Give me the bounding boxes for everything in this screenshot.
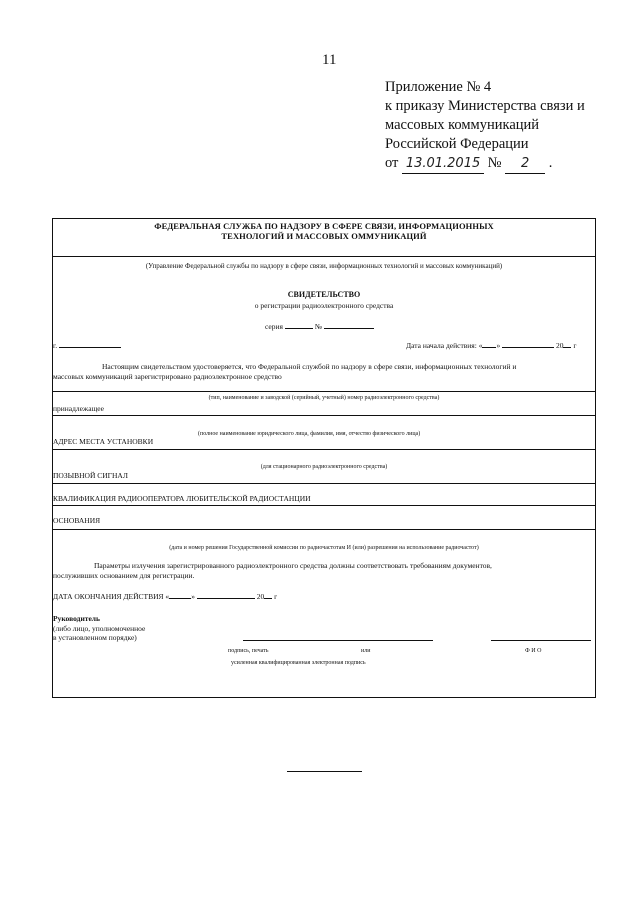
address-label: АДРЕС МЕСТА УСТАНОВКИ bbox=[53, 437, 154, 446]
appendix-line-3: массовых коммуникаций bbox=[385, 117, 540, 133]
certificate-subtitle: о регистрации радиоэлектронного средства bbox=[254, 301, 394, 310]
esign-caption: усиленная квалифицированная электронная подпись bbox=[231, 660, 366, 666]
qualification-line[interactable] bbox=[53, 505, 595, 506]
grounds-label: ОСНОВАНИЯ bbox=[53, 516, 101, 525]
stationary-caption: (для стационарного радиоэлектронного средства) bbox=[260, 464, 388, 470]
end-quote-close: » bbox=[191, 592, 195, 601]
appendix-header bbox=[385, 78, 585, 174]
from-label: от bbox=[385, 155, 399, 171]
city-line bbox=[53, 341, 121, 350]
owner-caption: (полное наименование юридического лица, фамилия, имя, отчество физического лица) bbox=[198, 431, 421, 437]
handwritten-date: 13.01.2015 bbox=[402, 154, 484, 174]
start-month-field[interactable] bbox=[502, 347, 554, 348]
callsign-label: ПОЗЫВНОЙ СИГНАЛ bbox=[53, 471, 128, 480]
fio-line[interactable] bbox=[491, 640, 591, 641]
belongs-label: принадлежащее bbox=[53, 404, 104, 413]
page-number: 11 bbox=[322, 52, 337, 68]
footer-rule bbox=[287, 771, 362, 772]
end-year-field[interactable] bbox=[264, 598, 272, 599]
start-year-prefix: 20 bbox=[555, 341, 564, 350]
sign-caption: подпись, печать bbox=[228, 648, 269, 654]
start-year-field[interactable] bbox=[563, 347, 571, 348]
start-day-field[interactable] bbox=[482, 347, 496, 348]
head-sub-1: (либо лицо, уполномоченное bbox=[53, 624, 146, 633]
end-date-line bbox=[53, 592, 277, 601]
department-caption: (Управление Федеральной службы по надзору в сфере связи, информационных технологий и массовых коммуникаций) bbox=[145, 262, 503, 270]
number-label: № bbox=[314, 322, 322, 331]
fio-caption: Ф И О bbox=[525, 648, 542, 654]
city-field[interactable] bbox=[59, 347, 121, 348]
quote-close: » bbox=[496, 341, 501, 350]
registration-certificate-form bbox=[52, 218, 596, 698]
owner-line[interactable] bbox=[53, 415, 595, 416]
header-line-2: ТЕХНОЛОГИЙ И МАССОВЫХ ОММУНИКАЦИЙ bbox=[221, 231, 427, 241]
decision-caption: (дата и номер решения Государственной комиссии по радиочастотам И (или) разрешения на использование радиочастот) bbox=[169, 545, 479, 551]
end-day-field[interactable] bbox=[169, 598, 191, 599]
appendix-date-line bbox=[385, 154, 585, 174]
grounds-line[interactable] bbox=[53, 529, 595, 530]
divider-header bbox=[53, 256, 595, 257]
appendix-line-1: Приложение № 4 bbox=[385, 79, 492, 95]
header-line-1: ФЕДЕРАЛЬНАЯ СЛУЖБА ПО НАДЗОРУ В СФЕРЕ СВЯЗИ, ИНФОРМАЦИОННЫХ bbox=[154, 221, 494, 231]
appendix-line-2: к приказу Министерства связи и bbox=[385, 98, 585, 114]
start-date-label: Дата начала действия: « bbox=[406, 341, 483, 350]
trailing-dot: . bbox=[548, 155, 553, 171]
params-line-1: Параметры излучения зарегистрированного радиоэлектронного средства должны соответствовать требованиям документов, bbox=[94, 561, 492, 570]
series-number-line bbox=[265, 322, 374, 331]
certificate-title: СВИДЕТЕЛЬСТВО bbox=[287, 290, 361, 299]
qualification-label: КВАЛИФИКАЦИЯ РАДИООПЕРАТОРА ЛЮБИТЕЛЬСКОЙ РАДИОСТАНЦИИ bbox=[53, 494, 311, 503]
params-line-2: послуживших основанием для регистрации. bbox=[53, 571, 195, 580]
type-caption: (тип, наименование и заводской (серийный, учетный) номер радиоэлектронного средства) bbox=[208, 395, 440, 401]
statement-line-1: Настоящим свидетельством удостоверяется, что Федеральной службой по надзору в сфере связи, информационных технологий и bbox=[102, 362, 517, 371]
callsign-line[interactable] bbox=[53, 483, 595, 484]
end-date-label: ДАТА ОКОНЧАНИЯ ДЕЙСТВИЯ « bbox=[53, 592, 170, 601]
head-label: Руководитель bbox=[53, 614, 100, 623]
start-year-suffix: г bbox=[573, 341, 577, 350]
series-field[interactable] bbox=[285, 328, 313, 329]
order-number-label: № bbox=[487, 155, 502, 171]
or-caption: или bbox=[361, 648, 371, 654]
start-date-line bbox=[406, 341, 576, 350]
divider-type bbox=[53, 391, 595, 392]
series-label: серия bbox=[265, 322, 283, 331]
statement-line-2: массовых коммуникаций зарегистрировано радиоэлектронное средство bbox=[53, 372, 282, 381]
head-sub-2: в установленном порядке) bbox=[53, 633, 137, 642]
end-month-field[interactable] bbox=[197, 598, 255, 599]
signature-line[interactable] bbox=[243, 640, 433, 641]
end-year-suffix: г bbox=[274, 592, 278, 601]
number-field[interactable] bbox=[324, 328, 374, 329]
end-year-prefix: 20 bbox=[256, 592, 265, 601]
appendix-line-4: Российской Федерации bbox=[385, 136, 529, 152]
handwritten-order-number: 2 bbox=[505, 154, 545, 174]
city-label: г. bbox=[53, 341, 58, 350]
address-line[interactable] bbox=[53, 449, 595, 450]
